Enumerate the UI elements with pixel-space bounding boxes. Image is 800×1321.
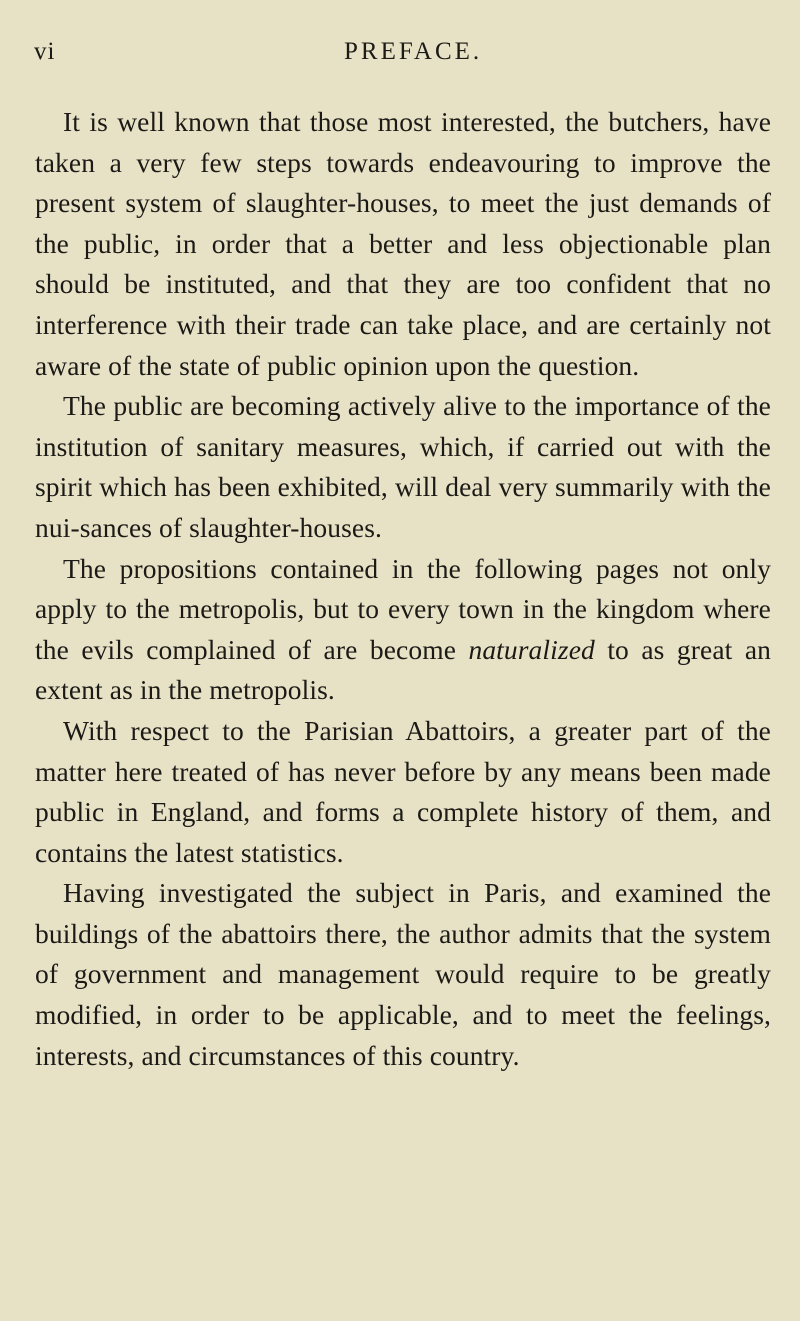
paragraph-1-text: It is well known that those most interested, the butchers, have taken a very few steps towards endeavouring to improve the present system of slaughter-houses, to meet the just demands of the public, in order that a better and less objectionable plan should be instituted, and that they are too confident that no interference with their trade can take place, and are certainly not aware of the state of public opinion upon the question.: [35, 106, 771, 381]
page-number: vi: [34, 38, 56, 65]
page-header: [0, 38, 800, 78]
paragraph-3-emphasis: naturalized: [468, 633, 595, 665]
paragraph-2-text: The public are becoming actively alive to the importance of the institution of sanitary measures, which, if carried out with the spirit which has been exhibited, will deal very summarily with the nui-sances of slaughter-houses.: [35, 390, 771, 543]
running-head: PREFACE.: [344, 38, 483, 65]
paragraph-3: [35, 549, 771, 711]
paragraph-3-text-after: to as great an extent as in the metropolis.: [35, 633, 772, 706]
body-text: [35, 102, 771, 1076]
paragraph-5-text: Having investigated the subject in Paris, and examined the buildings of the abattoirs there, the author admits that the system of government and management would require to be greatly modified, in order to be applicable, and to meet the feelings, interests, and circumstances of this country.: [35, 877, 771, 1071]
paragraph-2: [35, 386, 771, 548]
paragraph-4: [35, 711, 771, 873]
paragraph-1: [35, 102, 771, 386]
paragraph-5: [35, 873, 771, 1076]
paragraph-4-text: With respect to the Parisian Abattoirs, a greater part of the matter here treated of has never before by any means been made public in England, and forms a complete history of them, and contains the latest statistics.: [35, 714, 771, 868]
paragraph-3-text-before: The propositions contained in the following pages not only apply to the metropolis, but to every town in the kingdom where the evils complained of are become: [35, 552, 771, 665]
